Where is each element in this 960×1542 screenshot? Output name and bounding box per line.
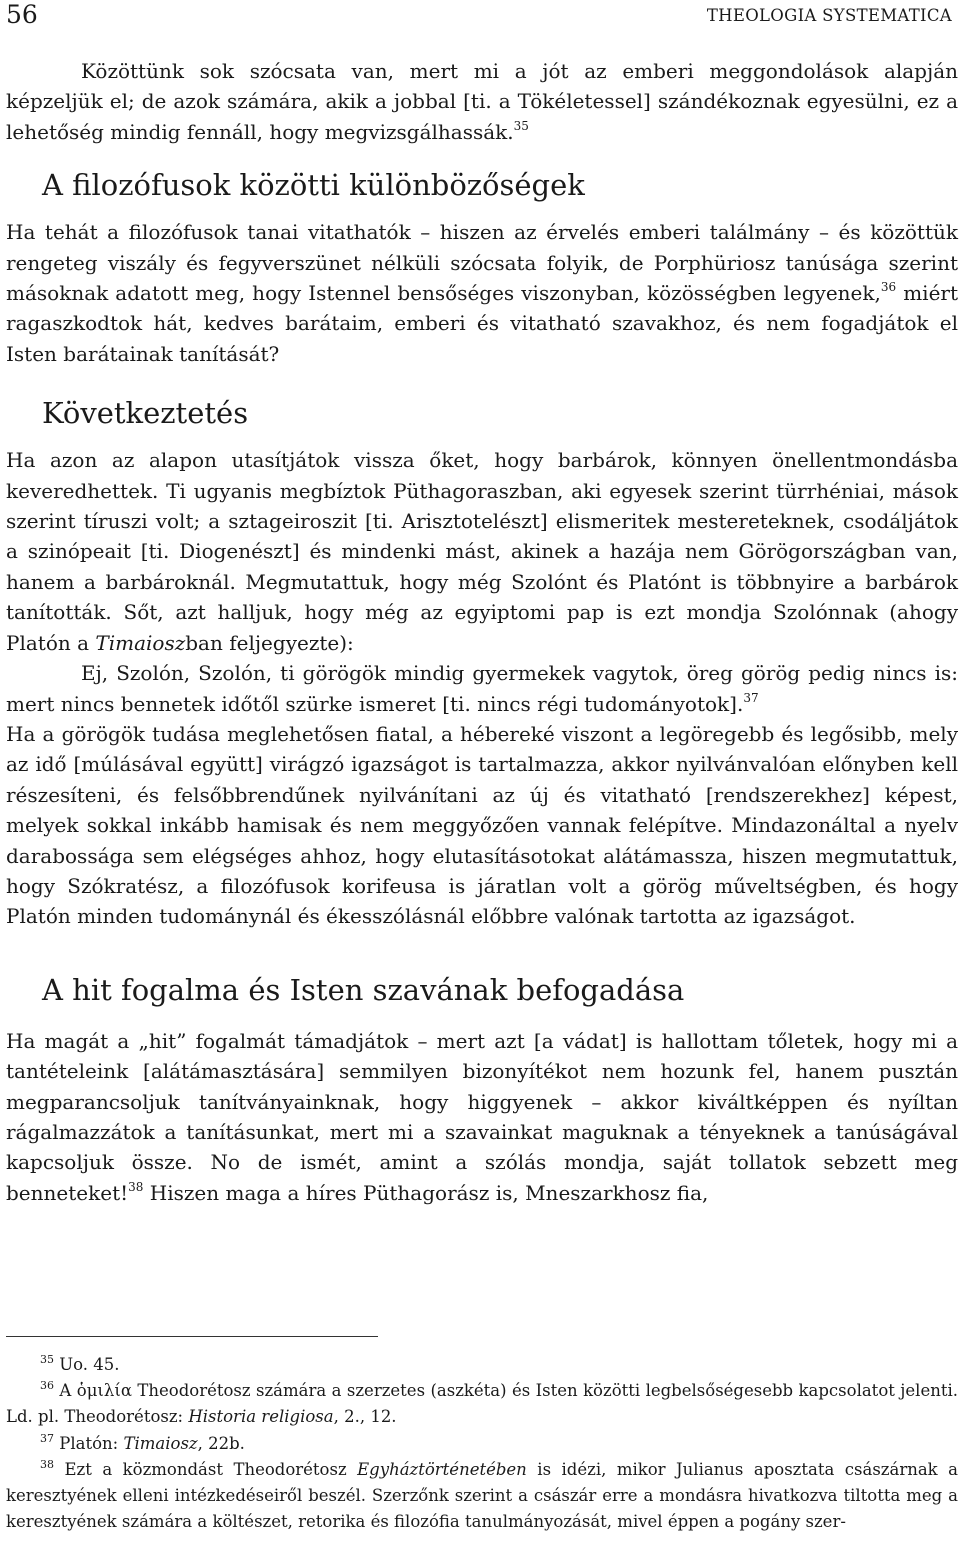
section2-paragraph-continued: Ha a görögök tudása meglehetősen fiatal, a hébereké viszont a legöregebb és legősibb, mely az idő [múlásával együtt] virágzó igazságot is tartalmazza, akkor nyilvánvalóan előnyben kell részesíteni, és felsőbbrendűnek nyilvánítani az új és vitatható [rendszerekhez] képest, melyek sokkal inkább hamisak és nem meggyőzően vannak felépítve. Mindazonáltal a nyelv darabossága sem elégséges ahhoz, hogy elutasításotokat alátámassza, hiszen megmutattuk, hogy Szókratész, a filozófusok korifeusa is járatlan volt a görög műveltségben, és hogy Platón minden tudománynál és ékesszólásnál előbbre valónak tartotta az igazságot.	[6, 721, 958, 929]
plato-quote: Ej, Szolón, Szolón, ti görögök mindig gyermekek vagytok, öreg görög pedig nincs is: mert nincs bennetek időtől szürke ismeret [ti. nincs régi tudományotok].$^{37}$	[6, 661, 958, 716]
main-text	[6, 56, 958, 1208]
section3-paragraph: Ha magát a „hit” fogalmát támadjátok – mert azt [a vádat] is hallottam tőletek, hogy mi a tantételeink [alátámasztására] semmilyen bizonyítékot nem hozunk fel, hanem pusztán megparancsoljuk tanítványainknak, hogy higgyenek – akkor kiváltképpen és nyíltan rágalmazzátok a tanításunkat, mert mi a szavainkat maguknak a tényeknek a tanúságával kapcsoljuk össze. No de ismét, amint a szólás mondja, saját tollatok sebzett meg benneteket!$^{38}$ Hiszen maga a híres Püthagorász is, Mneszarkhosz fia,	[6, 1028, 958, 1205]
page-header	[0, 0, 960, 34]
footnote-37: $^{37}$ Platón: Timaiosz, 22b.	[40, 1431, 245, 1453]
footnote-38: $^{38}$ Ezt a közmondást Theodorétosz Egyháztörténetében is idézi, mikor Julianus aposztata császárnak a keresztyének elleni intézkedéseiről beszél. Szerzőnk szerint a császár erre a mondásra hivatkozva tiltotta meg a keresztyének számára a költészet, retorika és filozófia tanulmányozását, mivel éppen a pogány szer-	[6, 1457, 958, 1532]
intro-paragraph: Közöttünk sok szócsata van, mert mi a jót az emberi meggondolások alapján képzeljük el; de azok számára, akik a jobbal [ti. a Tökéletessel] szándékoznak egyesülni, ez a lehetőség mindig fennáll, hogy megvizsgálhassák.$^{35}$	[6, 59, 958, 144]
footnotes	[6, 1352, 958, 1535]
section2-paragraph: Ha azon az alapon utasítjátok vissza őket, hogy barbárok, könnyen önellentmondásba keveredhettek. Ti ugyanis megbíztok Püthagoraszban, aki egyesek szerint türrhéniai, mások szerint tíruszi volt; a sztageiroszit [ti. Arisztotelészt] elismeritek mestereteknek, csodáljátok a szinópeait [ti. Diogenészt] és mindenki mást, akinek a hazája nem Görögországban van, hanem a barbároknál. Megmutattuk, hogy még Szolónt és Platónt is többnyire a barbárok tanították. Sőt, azt halljuk, hogy még az egyiptomi pap is ezt mondja Szolónnak (ahogy Platón a Timaioszban feljegyezte):	[6, 448, 958, 655]
section-heading-conclusion: Következtetés	[42, 396, 249, 431]
italic-title-timaiosz: Timaiosz	[95, 630, 186, 655]
footnote-ref-35[interactable]: 35	[513, 118, 529, 133]
section-heading-differences: A filozófusok közötti különbözőségek	[42, 168, 585, 203]
footnote-35: $^{35}$ Uo. 45.	[40, 1353, 120, 1374]
section-heading-faith: A hit fogalma és Isten szavának befogadása	[42, 972, 685, 1007]
greek-term: ὁμιλία	[76, 1381, 132, 1401]
page-number: 56	[6, 0, 38, 29]
footnote-separator	[6, 1336, 378, 1337]
section1-paragraph: Ha tehát a filozófusok tanai vitathatók – hiszen az érvelés emberi találmány – és közöttük rengeteg viszály és fegyverszünet nélküli szócsata folyik, de Porphüriosz tanúsága szerint másoknak adatott meg, hogy Istennel bensőséges viszonyban, közösségben legyenek,$^{36}$ miért ragaszkodtok hát, kedves barátaim, emberi és vitatható szavakhoz, és nem fogadjátok el Isten barátainak tanítását?	[6, 220, 958, 366]
footnote-ref-36[interactable]: 36	[880, 280, 897, 295]
footnote-ref-37[interactable]: 37	[743, 690, 759, 705]
footnote-ref-38[interactable]: 38	[128, 1179, 144, 1194]
footnote-36: $^{36}$ A ὁμιλία Theodorétosz számára a szerzetes (aszkéta) és Isten közötti legbelsőségesebb kapcsolatot jelenti. Ld. pl. Theodorétosz: Historia religiosa, 2., 12.	[6, 1379, 959, 1427]
running-head: THEOLOGIA SYSTEMATICA	[706, 6, 952, 25]
